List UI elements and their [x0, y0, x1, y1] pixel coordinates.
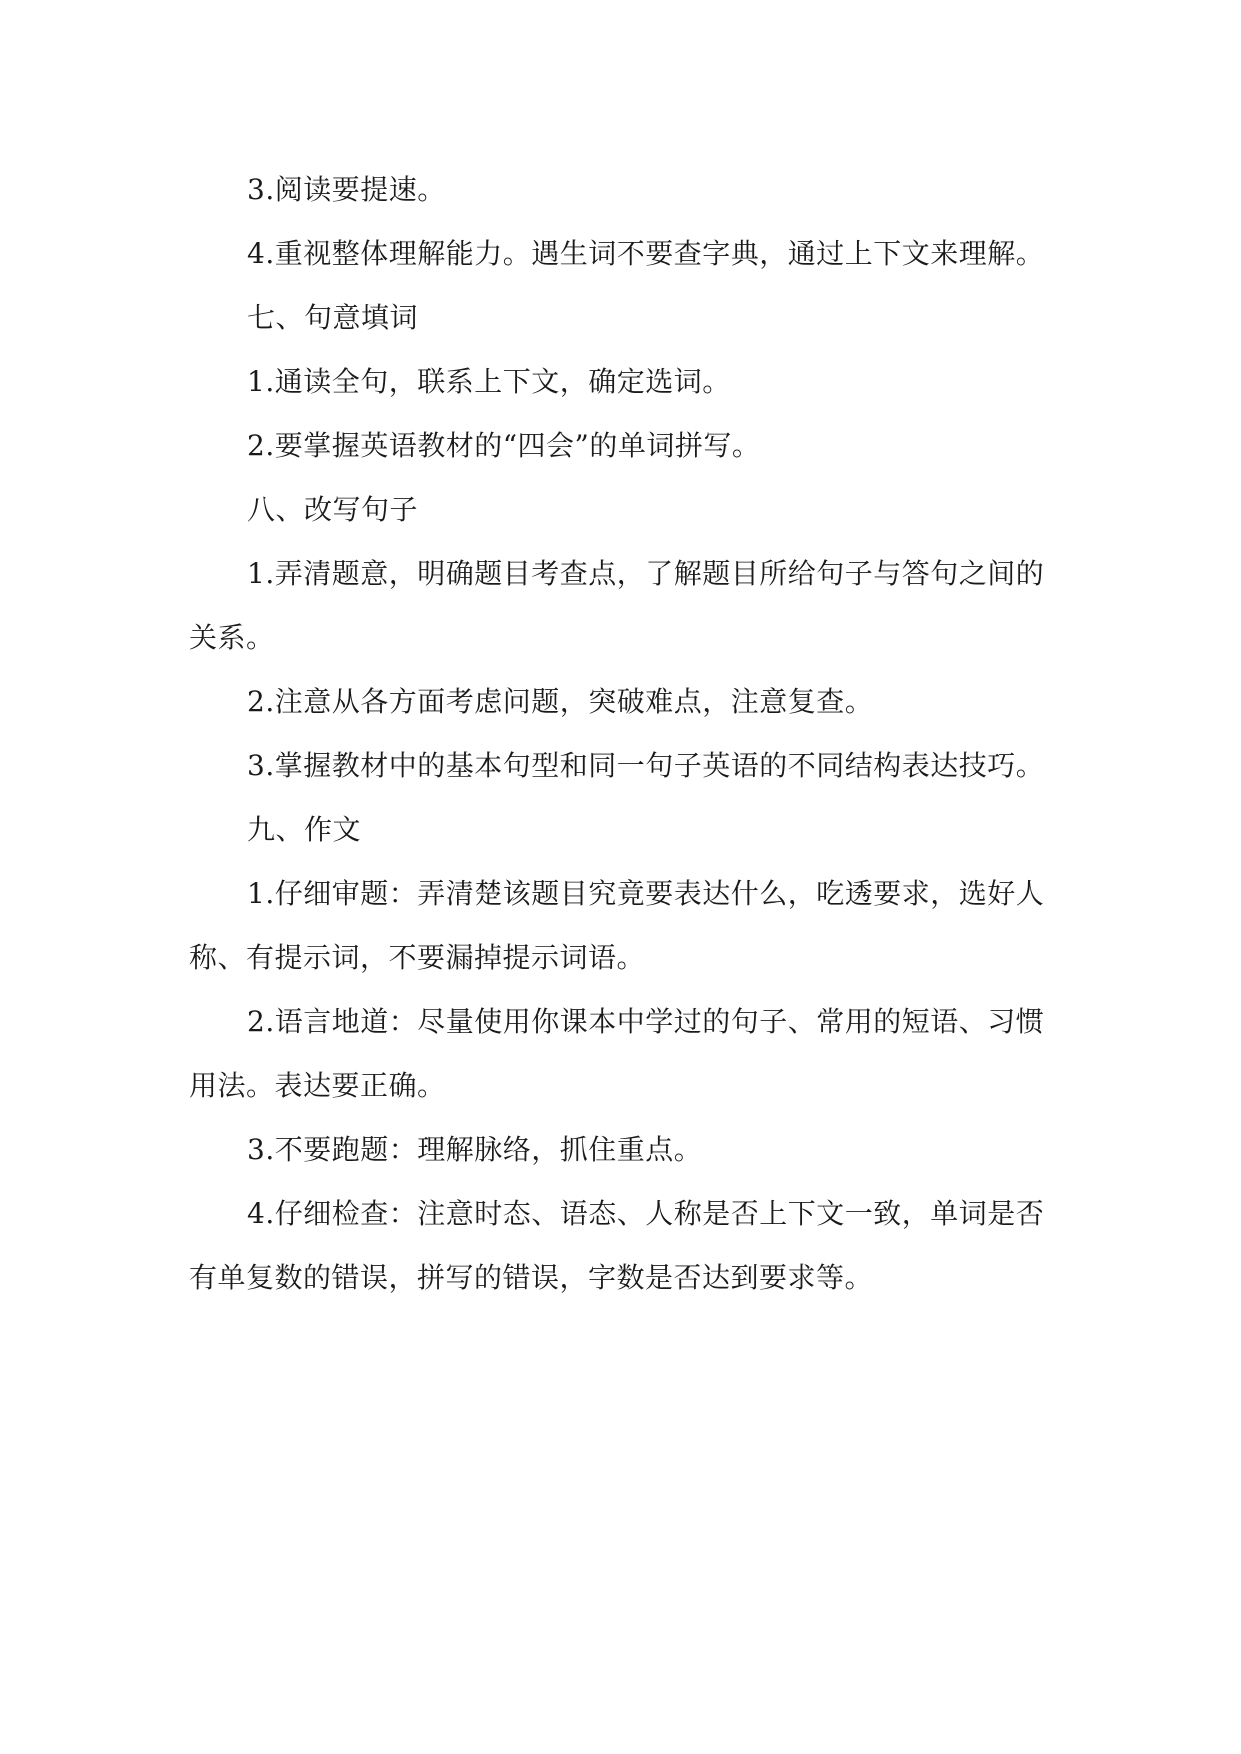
- rewrite-tip-3: 3.掌握教材中的基本句型和同一句子英语的不同结构表达技巧。: [247, 749, 1045, 782]
- fill-word-tip-2: 2.要掌握英语教材的“四会”的单词拼写。: [247, 429, 761, 462]
- fill-word-tip-1: 1.通读全句，联系上下文，确定选词。: [247, 365, 731, 398]
- reading-tip-3: 3.阅读要提速。: [247, 173, 446, 206]
- composition-tip-4: 4.仔细检查：注意时态、语态、人称是否上下文一致，单词是否有单复数的错误，拼写的错误，字数是否达到要求等。: [189, 1197, 1045, 1294]
- composition-tip-3: 3.不要跑题：理解脉络，抓住重点。: [247, 1133, 703, 1166]
- document-body: [189, 158, 1059, 1310]
- composition-tip-1: 1.仔细审题：弄清楚该题目究竟要表达什么，吃透要求，选好人称、有提示词，不要漏掉提示词语。: [189, 877, 1045, 974]
- section-heading-8: 八、改写句子: [247, 493, 419, 526]
- rewrite-tip-2: 2.注意从各方面考虑问题，突破难点，注意复查。: [247, 685, 874, 718]
- section-heading-7: 七、句意填词: [247, 301, 419, 334]
- composition-tip-2: 2.语言地道：尽量使用你课本中学过的句子、常用的短语、习惯用法。表达要正确。: [189, 1005, 1045, 1102]
- section-heading-9: 九、作文: [247, 813, 362, 846]
- rewrite-tip-1: 1.弄清题意，明确题目考查点，了解题目所给句子与答句之间的关系。: [189, 557, 1045, 654]
- reading-tip-4: 4.重视整体理解能力。遇生词不要查字典，通过上下文来理解。: [247, 237, 1045, 270]
